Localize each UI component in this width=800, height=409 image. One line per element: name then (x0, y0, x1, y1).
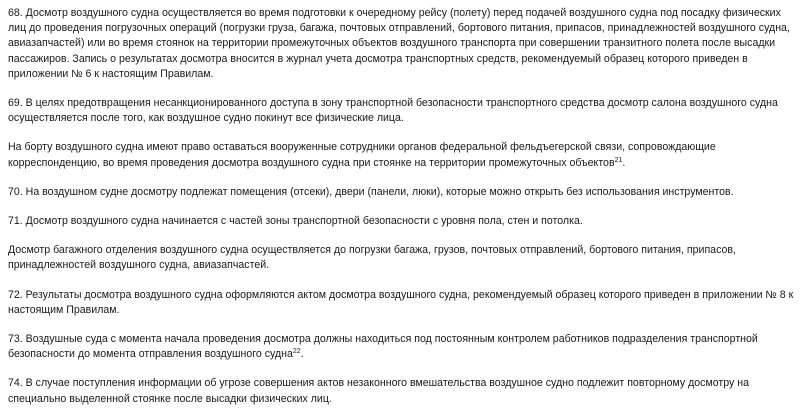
paragraph-70: 70. На воздушном судне досмотру подлежат помещения (отсеки), двери (панели, люки), которые можно открыть без использования инструментов. (8, 185, 734, 198)
footnote-ref-22[interactable]: 22 (292, 348, 301, 356)
paragraph-68: 68. Досмотр воздушного судна осуществляется во время подготовки к очередному рейсу (полету) перед подачей воздушного судна под посадку физических лиц до проведения погрузочных операций (погрузки груза, багажа, почтовых отправлений, бортового питания, припасов, принадлежностей воздушного судна, авиазапчастей) или во время стоянок на территории промежуточных объектов воздушного транспорта при совершении транзитного полета после высадки пассажиров. Запись о результатах досмотра вносится в журнал учета досмотра транспортных средств, рекомендуемый образец которого приведен в приложении № 6 к настоящим Правилам. (8, 7, 790, 80)
paragraph-71-baggage: Досмотр багажного отделения воздушного судна осуществляется до погрузки багажа, грузов, почтовых отправлений, бортового питания, припасов, принадлежностей воздушного судна, авиазапчастей. (8, 244, 736, 272)
paragraph-72: 72. Результаты досмотра воздушного судна оформляются актом досмотра воздушного судна, рекомендуемый образец которого приведен в приложении № 8 к настоящим Правилам. (8, 288, 794, 316)
paragraph-69: 69. В целях предотвращения несанкционированного доступа в зону транспортной безопасности транспортного средства досмотр салона воздушного судна осуществляется после того, как воздушное судно покинут все физические лица. (8, 97, 778, 125)
paragraph-74: 74. В случае поступления информации об угрозе совершения актов незаконного вмешательства воздушное судно подлежит повторному досмотру на специально выделенной стоянке после высадки физических лиц. (8, 377, 750, 405)
paragraph-69-note: На борту воздушного судна имеют право оставаться вооруженные сотрудники органов федеральной фельдъегерской связи, сопровождающие корреспонденцию, во время проведения досмотра воздушного судна при стоянке на территории промежуточных объектов$^{21}$. (8, 141, 716, 169)
footnote-ref-21[interactable]: 21 (614, 156, 623, 164)
paragraph-73: 73. Воздушные суда с момента начала проведения досмотра должны находиться под постоянным контролем работников подразделения транспортной безопасности до момента отправления воздушного судна$^{22}$. (8, 333, 758, 361)
paragraph-71: 71. Досмотр воздушного судна начинается с частей зоны транспортной безопасности с уровня пола, стен и потолка. (8, 215, 583, 228)
